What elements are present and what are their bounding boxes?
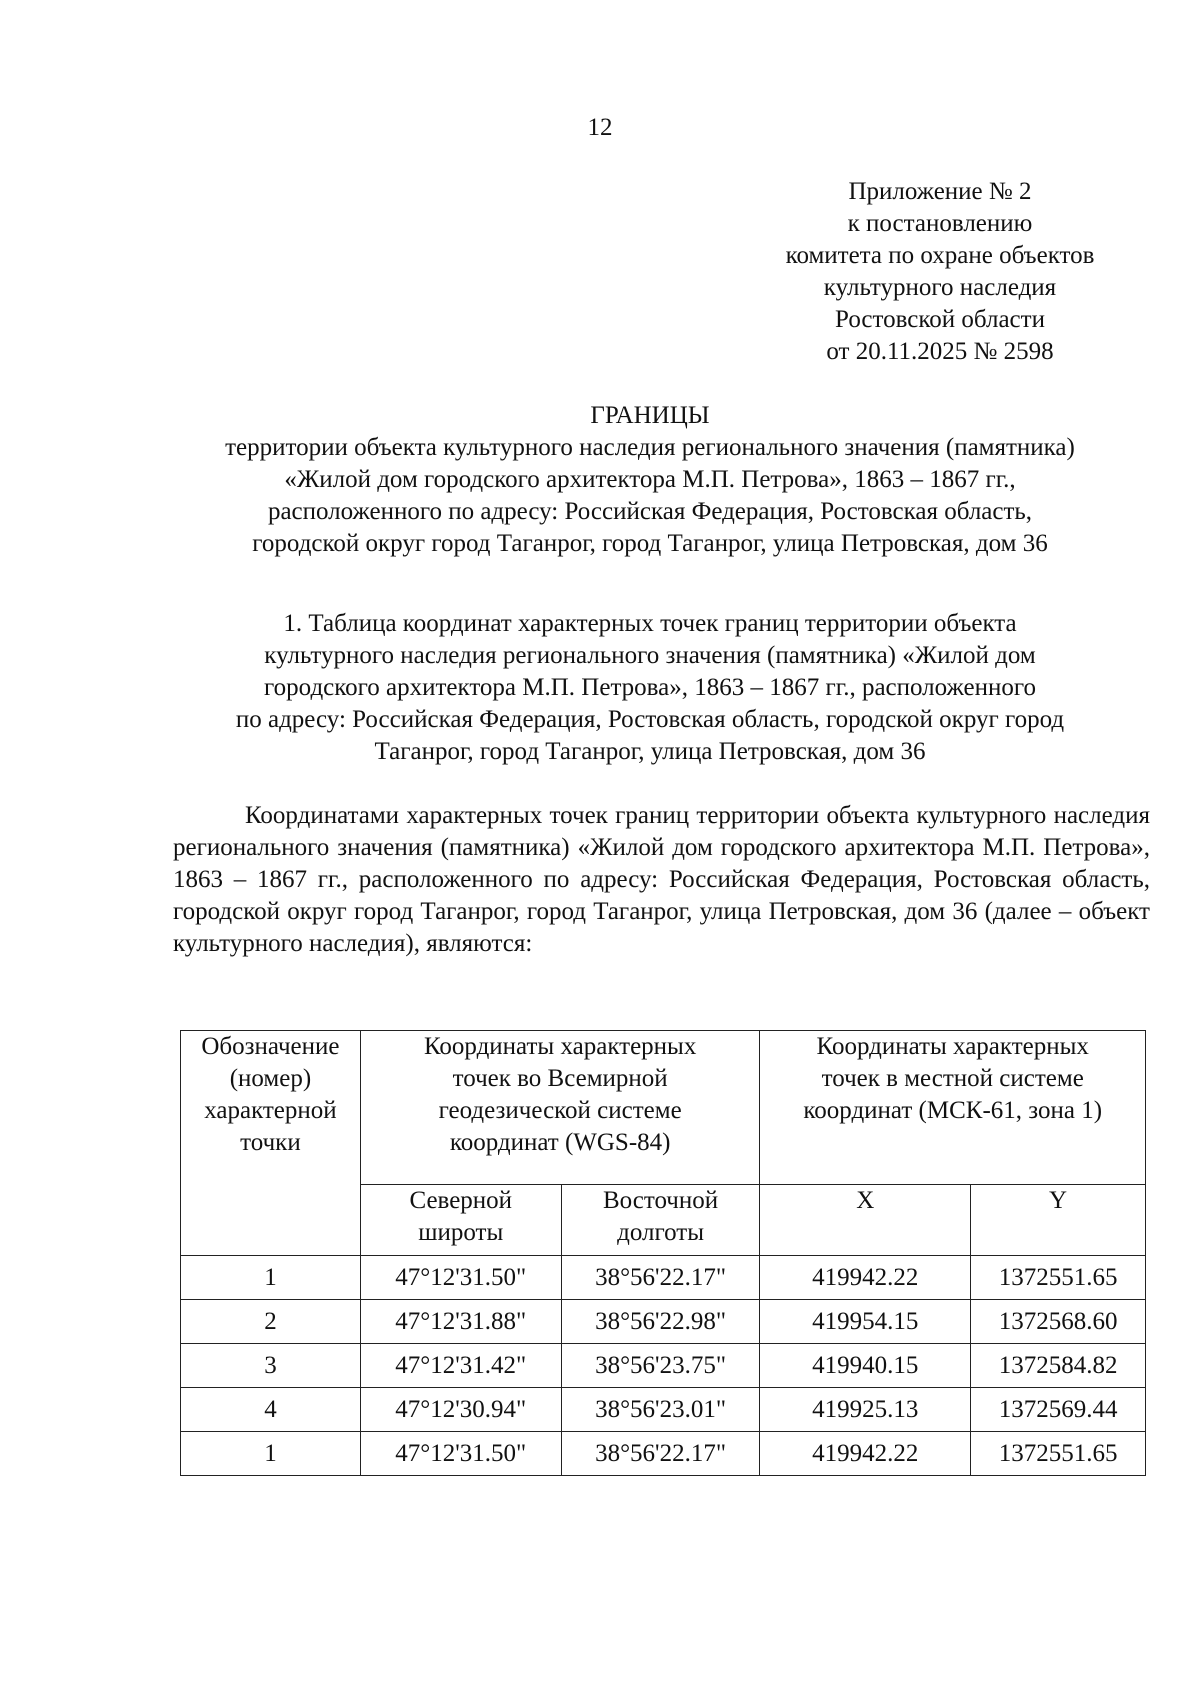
header-east-longitude: Восточной долготы (561, 1185, 760, 1256)
section-line: городского архитектора М.П. Петрова», 1863 – 1867 гг., расположенного (264, 674, 1036, 701)
heading-line: расположенного по адресу: Российская Федерация, Ростовская область, (267, 498, 1033, 525)
document-heading (150, 400, 1150, 560)
heading-line: городской округ город Таганрог, город Таганрог, улица Петровская, дом 36 (252, 530, 1048, 557)
cell-lat: 47°12'31.88" (360, 1300, 561, 1344)
header-x: X (760, 1185, 971, 1256)
header-wgs-group: Координаты характерных точек во Всемирной геодезической системе координат (WGS-84) (360, 1031, 760, 1185)
section-line: Таганрог, город Таганрог, улица Петровская, дом 36 (374, 738, 926, 765)
cell-y: 1372568.60 (971, 1300, 1146, 1344)
cell-x: 419954.15 (760, 1300, 971, 1344)
section-line: по адресу: Российская Федерация, Ростовская область, городской округ город (235, 706, 1065, 733)
cell-y: 1372551.65 (971, 1432, 1146, 1476)
cell-lon: 38°56'22.17" (561, 1432, 760, 1476)
header-north-latitude: Северной широты (360, 1185, 561, 1256)
header-y: Y (971, 1185, 1146, 1256)
header-point-label: Обозначение (номер) характерной точки (181, 1031, 361, 1256)
intro-paragraph: Координатами характерных точек границ территории объекта культурного наследия регионального значения (памятника) «Жилой дом городского архитектора М.П. Петрова», 1863 – 1867 гг., расположенного по адресу: Российская Федерация, Ростовская область, городской округ город Таганрог, город Таганрог, улица Петровская, дом 36 (далее – объект культурного наследия), являются: (173, 802, 1150, 957)
cell-y: 1372569.44 (971, 1388, 1146, 1432)
annex-block (720, 176, 1160, 368)
table-row (181, 1256, 1146, 1300)
table-row (181, 1300, 1146, 1344)
cell-point: 1 (181, 1432, 361, 1476)
section-line: культурного наследия регионального значения (памятника) «Жилой дом (264, 642, 1036, 669)
cell-lon: 38°56'23.75" (561, 1344, 760, 1388)
page-number: 12 (587, 114, 613, 141)
annex-line: от 20.11.2025 № 2598 (826, 338, 1054, 365)
cell-lon: 38°56'23.01" (561, 1388, 760, 1432)
cell-point: 3 (181, 1344, 361, 1388)
cell-x: 419942.22 (760, 1432, 971, 1476)
cell-lon: 38°56'22.17" (561, 1256, 760, 1300)
heading-line: «Жилой дом городского архитектора М.П. Петрова», 1863 – 1867 гг., (284, 466, 1016, 493)
cell-lat: 47°12'31.50" (360, 1432, 561, 1476)
annex-line: Ростовской области (835, 306, 1045, 333)
annex-line: культурного наследия (823, 274, 1057, 301)
cell-y: 1372584.82 (971, 1344, 1146, 1388)
heading-line: территории объекта культурного наследия регионального значения (памятника) (225, 434, 1075, 461)
annex-line: к постановлению (847, 210, 1033, 237)
cell-x: 419942.22 (760, 1256, 971, 1300)
cell-point: 2 (181, 1300, 361, 1344)
cell-x: 419925.13 (760, 1388, 971, 1432)
section-line: 1. Таблица координат характерных точек границ территории объекта (283, 610, 1017, 637)
annex-line: Приложение № 2 (848, 178, 1032, 205)
cell-lat: 47°12'31.50" (360, 1256, 561, 1300)
document-title: ГРАНИЦЫ (590, 402, 710, 429)
cell-lat: 47°12'30.94" (360, 1388, 561, 1432)
coordinates-table (180, 1030, 1146, 1476)
cell-y: 1372551.65 (971, 1256, 1146, 1300)
cell-lat: 47°12'31.42" (360, 1344, 561, 1388)
cell-lon: 38°56'22.98" (561, 1300, 760, 1344)
table-row (181, 1432, 1146, 1476)
header-msk-group: Координаты характерных точек в местной системе координат (МСК-61, зона 1) (760, 1031, 1146, 1185)
cell-point: 1 (181, 1256, 361, 1300)
annex-line: комитета по охране объектов (785, 242, 1095, 269)
cell-x: 419940.15 (760, 1344, 971, 1388)
cell-point: 4 (181, 1388, 361, 1432)
table-row (181, 1344, 1146, 1388)
section-title (150, 608, 1150, 768)
table-row (181, 1388, 1146, 1432)
